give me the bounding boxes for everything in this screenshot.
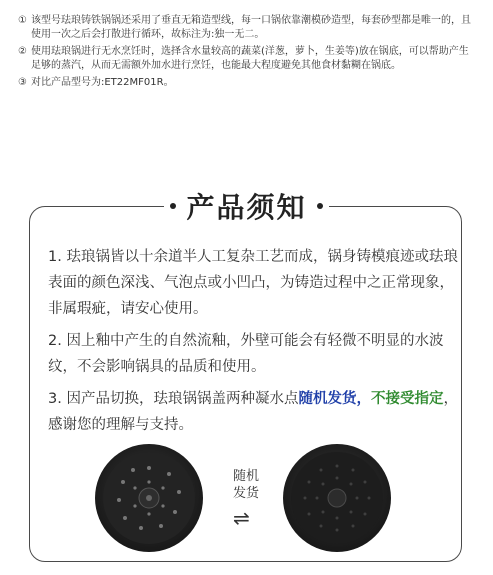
note-1 [18, 14, 478, 42]
notes-list [18, 14, 478, 93]
note-3 [18, 76, 478, 90]
card-title [164, 186, 328, 226]
note-text: 该型号珐琅铸铁锅锅还采用了垂直无箱造型线，每一口锅依靠潮模砂造型，每套砂型都是唯一的，且使用一次之后会打散进行循环，故标注为:独一无二。 [31, 15, 471, 40]
notice-item-3 [48, 386, 460, 438]
notice-item-3-tail: ，感谢您的理解与支持。 [48, 391, 458, 433]
notice-item-1: 1. 珐琅锅皆以十余道半人工复杂工艺而成，锅身铸模痕迹或珐琅表面的颜色深浅、气泡点或小凹凸，为铸造过程中之正常现象，非属瑕疵，请安心使用。 [48, 249, 458, 317]
notice-item-3-text: 3. 因产品切换，珐琅锅锅盖两种凝水点 [48, 391, 299, 407]
notice-items [48, 244, 460, 444]
lid-pattern-a-image [95, 444, 203, 552]
notice-item-2: 2. 因上釉中产生的自然流釉，外壁可能会有轻微不明显的水波纹，不会影响锅具的品质和使用。 [48, 333, 444, 375]
lid-pattern-b-image [283, 444, 391, 552]
note-number: ② [18, 46, 27, 57]
swap-label-line-2: 发货 [232, 486, 259, 501]
card-title-text: 产品须知 [186, 191, 307, 224]
swap-label [231, 468, 261, 502]
note-number: ① [18, 15, 27, 26]
bullet-dot-icon [317, 203, 323, 209]
note-text: 对比产品型号为:ET22MF01R。 [31, 77, 174, 88]
note-2 [18, 45, 478, 73]
highlight-comma: ， [356, 391, 371, 407]
highlight-no-choice: 不接受指定 [370, 391, 444, 407]
highlight-random-shipping: 随机发货 [298, 391, 357, 407]
bullet-dot-icon [170, 203, 176, 209]
swap-label-line-1: 随机 [232, 469, 259, 484]
lid-comparison [0, 440, 493, 560]
note-text: 使用珐琅锅进行无水烹饪时，选择含水量较高的蔬菜(洋葱，萝卜，生姜等)放在锅底，可以帮助产生足够的蒸汽，从而无需额外加水进行烹饪，也能最大程度避免其他食材黏糊在锅底。 [31, 46, 469, 71]
swap-arrows-icon: ⇌ [233, 506, 250, 530]
card-title-wrap [0, 186, 493, 226]
note-number: ③ [18, 77, 27, 88]
